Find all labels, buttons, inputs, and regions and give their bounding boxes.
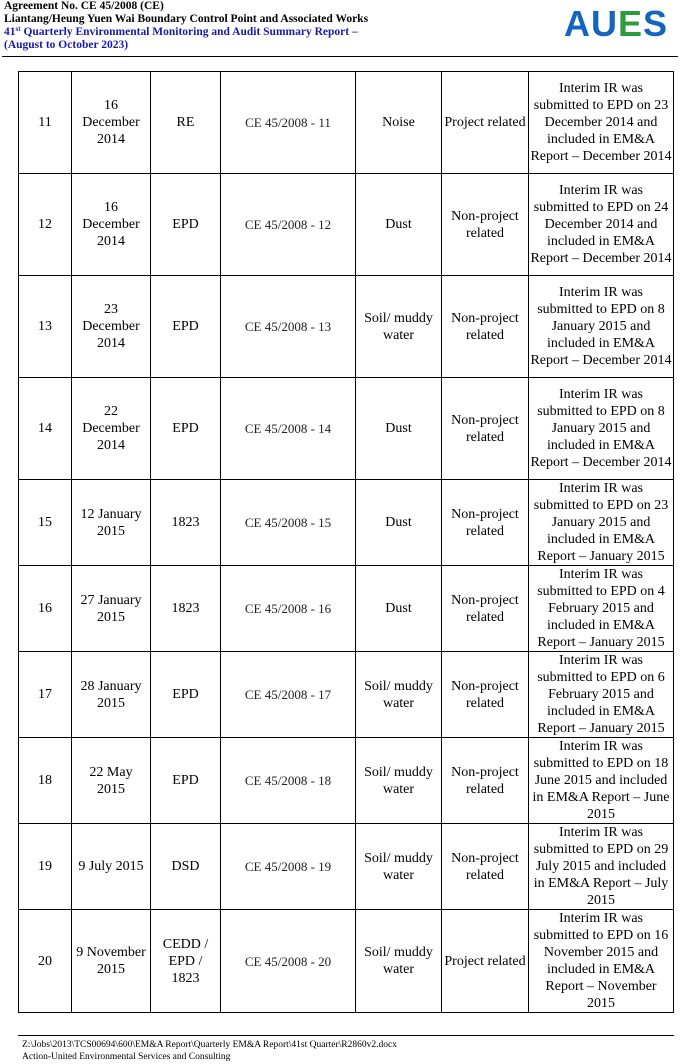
report-title-text: Quarterly Environmental Monitoring and Audit Summary Report –: [20, 26, 358, 38]
table-row: [19, 910, 674, 1013]
reference-number: CE 45/2008 - 20: [221, 910, 356, 1013]
table-row: [19, 72, 674, 174]
page-header: [4, 0, 676, 56]
project-title: Liantang/Heung Yuen Wai Boundary Control Point and Associated Works: [4, 13, 369, 25]
reference-number: CE 45/2008 - 11: [221, 72, 356, 174]
complaint-nature: Dust: [356, 566, 442, 652]
aues-logo: [564, 4, 668, 44]
complaint-nature: Noise: [356, 72, 442, 174]
row-number: 13: [19, 276, 72, 378]
complaint-date: 23 December 2014: [72, 276, 151, 378]
follow-up-status: Interim IR was submitted to EPD on 8 January 2015 and included in EM&A Report – December 2014: [529, 276, 674, 378]
table-row: [19, 276, 674, 378]
complaint-source: 1823: [151, 566, 221, 652]
table-row: [19, 738, 674, 824]
complaint-date: 16 December 2014: [72, 174, 151, 276]
complaint-date: 28 January 2015: [72, 652, 151, 738]
report-number-suffix: st: [15, 25, 21, 33]
project-relation: Non-project related: [442, 824, 529, 910]
complaint-source: 1823: [151, 480, 221, 566]
follow-up-status: Interim IR was submitted to EPD on 23 January 2015 and included in EM&A Report – January 2015: [529, 480, 674, 566]
table-row: [19, 480, 674, 566]
row-number: 17: [19, 652, 72, 738]
complaint-source: RE: [151, 72, 221, 174]
company-name: Action-United Environmental Services and Consulting: [22, 1051, 231, 1062]
complaint-source: EPD: [151, 174, 221, 276]
row-number: 18: [19, 738, 72, 824]
follow-up-status: Interim IR was submitted to EPD on 16 November 2015 and included in EM&A Report – November 2015: [529, 910, 674, 1013]
project-relation: Non-project related: [442, 174, 529, 276]
reference-number: CE 45/2008 - 13: [221, 276, 356, 378]
row-number: 14: [19, 378, 72, 480]
row-number: 20: [19, 910, 72, 1013]
complaint-source: EPD: [151, 276, 221, 378]
follow-up-status: Interim IR was submitted to EPD on 4 February 2015 and included in EM&A Report – January 2015: [529, 566, 674, 652]
project-relation: Non-project related: [442, 276, 529, 378]
project-relation: Non-project related: [442, 652, 529, 738]
row-number: 19: [19, 824, 72, 910]
complaint-log-table: [18, 71, 674, 1013]
row-number: 12: [19, 174, 72, 276]
reference-number: CE 45/2008 - 19: [221, 824, 356, 910]
reference-number: CE 45/2008 - 14: [221, 378, 356, 480]
complaint-date: 22 December 2014: [72, 378, 151, 480]
complaint-nature: Soil/ muddy water: [356, 824, 442, 910]
complaint-date: 22 May 2015: [72, 738, 151, 824]
reference-number: CE 45/2008 - 16: [221, 566, 356, 652]
table-row: [19, 378, 674, 480]
header-divider: [2, 56, 678, 57]
footer-divider: [18, 1035, 674, 1036]
logo-part-s: S: [642, 3, 668, 44]
follow-up-status: Interim IR was submitted to EPD on 8 January 2015 and included in EM&A Report – December 2014: [529, 378, 674, 480]
complaint-date: 16 December 2014: [72, 72, 151, 174]
complaint-date: 12 January 2015: [72, 480, 151, 566]
report-number: 41: [4, 26, 16, 38]
project-relation: Project related: [442, 72, 529, 174]
table-row: [19, 824, 674, 910]
logo-part-e: E: [617, 3, 643, 44]
agreement-number: Agreement No. CE 45/2008 (CE): [4, 0, 164, 12]
complaint-source: EPD: [151, 738, 221, 824]
follow-up-status: Interim IR was submitted to EPD on 24 December 2014 and included in EM&A Report – December 2014: [529, 174, 674, 276]
complaint-nature: Soil/ muddy water: [356, 276, 442, 378]
complaint-date: 27 January 2015: [72, 566, 151, 652]
table-row: [19, 566, 674, 652]
reference-number: CE 45/2008 - 15: [221, 480, 356, 566]
logo-part-au: AU: [563, 3, 618, 44]
table-row: [19, 652, 674, 738]
row-number: 16: [19, 566, 72, 652]
reference-number: CE 45/2008 - 17: [221, 652, 356, 738]
row-number: 11: [19, 72, 72, 174]
complaint-source: EPD: [151, 378, 221, 480]
complaint-source: CEDD / EPD / 1823: [151, 910, 221, 1013]
row-number: 15: [19, 480, 72, 566]
complaint-date: 9 July 2015: [72, 824, 151, 910]
follow-up-status: Interim IR was submitted to EPD on 29 July 2015 and included in EM&A Report – July 2015: [529, 824, 674, 910]
file-path: Z:\Jobs\2013\TCS00694\600\EM&A Report\Quarterly EM&A Report\41st Quarter\R2860v2.docx: [22, 1040, 397, 1050]
reference-number: CE 45/2008 - 18: [221, 738, 356, 824]
project-relation: Non-project related: [442, 566, 529, 652]
follow-up-status: Interim IR was submitted to EPD on 6 February 2015 and included in EM&A Report – January 2015: [529, 652, 674, 738]
reference-number: CE 45/2008 - 12: [221, 174, 356, 276]
project-relation: Non-project related: [442, 738, 529, 824]
complaint-nature: Soil/ muddy water: [356, 652, 442, 738]
complaint-nature: Dust: [356, 378, 442, 480]
project-relation: Non-project related: [442, 378, 529, 480]
project-relation: Project related: [442, 910, 529, 1013]
complaint-date: 9 November 2015: [72, 910, 151, 1013]
follow-up-status: Interim IR was submitted to EPD on 18 June 2015 and included in EM&A Report – June 2015: [529, 738, 674, 824]
complaint-source: EPD: [151, 652, 221, 738]
report-period: (August to October 2023): [4, 39, 129, 51]
project-relation: Non-project related: [442, 480, 529, 566]
complaint-nature: Dust: [356, 480, 442, 566]
complaint-nature: Dust: [356, 174, 442, 276]
complaint-source: DSD: [151, 824, 221, 910]
complaint-nature: Soil/ muddy water: [356, 738, 442, 824]
table-row: [19, 174, 674, 276]
page-footer: [22, 1040, 672, 1063]
complaint-nature: Soil/ muddy water: [356, 910, 442, 1013]
follow-up-status: Interim IR was submitted to EPD on 23 December 2014 and included in EM&A Report – December 2014: [529, 72, 674, 174]
